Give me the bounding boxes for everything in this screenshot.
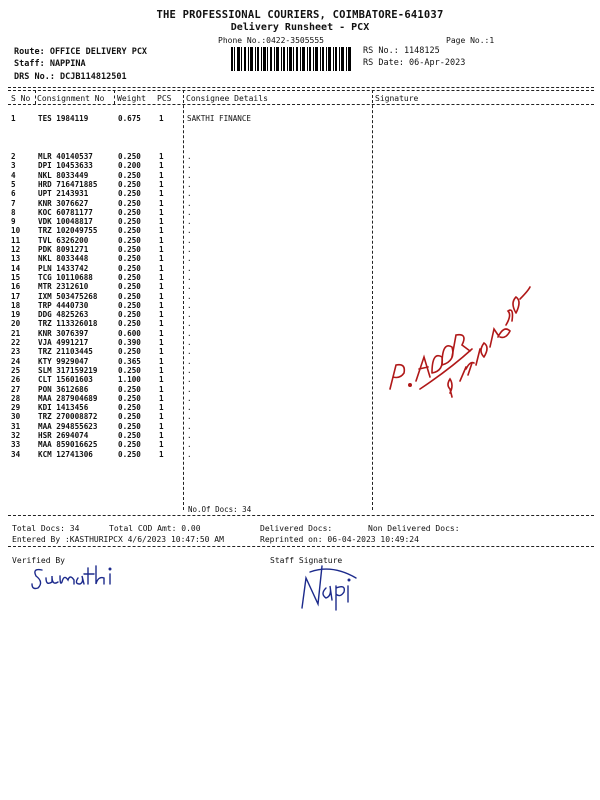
row-sno: 4 [11, 170, 16, 180]
row-consignment-no: SLM 317159219 [38, 365, 98, 375]
col-header-consignment: Consignment No [37, 94, 105, 103]
row-sno: 1 [11, 114, 16, 123]
table-row [0, 189, 600, 198]
row-weight: 0.250 [118, 431, 141, 440]
row-sno: 26 [11, 375, 21, 385]
row-pcs: 1 [159, 393, 164, 403]
row-weight: 0.250 [118, 254, 141, 264]
row-consignment-no: TES 1984119 [38, 114, 89, 123]
row-weight: 0.250 [118, 412, 141, 422]
header-bottom-rule [8, 104, 594, 105]
row-consignee-details: . [187, 421, 192, 431]
row-weight: 0.600 [118, 328, 141, 338]
row-sno: 8 [11, 207, 16, 217]
row-consignment-no: NKL 8033449 [38, 170, 89, 180]
row-weight: 0.250 [118, 263, 141, 273]
row-sno: 12 [11, 245, 21, 254]
row-consignment-no: DDG 4825263 [38, 310, 89, 320]
table-bottom-rule [8, 515, 594, 516]
route-label: Route: OFFICE DELIVERY PCX [14, 47, 148, 57]
row-consignment-no: KNR 3076397 [38, 328, 89, 338]
row-sno: 9 [11, 217, 16, 227]
row-consignee-details: . [187, 226, 192, 236]
table-row [0, 412, 600, 421]
row-pcs: 1 [159, 272, 164, 282]
row-consignee-details: . [187, 179, 192, 189]
table-row [0, 450, 600, 459]
row-weight: 0.250 [118, 207, 141, 217]
row-consignee-details: . [187, 161, 192, 171]
row-consignment-no: KDI 1413456 [38, 403, 89, 413]
row-weight: 0.250 [118, 291, 141, 301]
row-pcs: 1 [159, 365, 164, 375]
row-consignee-details: . [187, 198, 192, 208]
row-consignment-no: MAA 859016625 [38, 440, 98, 450]
row-consignment-no: HRD 716471885 [38, 179, 98, 189]
non-delivered-docs: Non Delivered Docs: [368, 524, 460, 533]
row-consignee-details: . [187, 449, 192, 459]
col-header-weight: Weight [117, 94, 146, 103]
row-pcs: 1 [159, 319, 164, 329]
row-consignee-details: . [187, 431, 192, 440]
row-weight: 0.365 [118, 356, 141, 366]
entered-by: Entered By :KASTHURIPCX 4/6/2023 10:47:50 AM [12, 535, 224, 544]
row-consignee-details: . [187, 300, 192, 310]
row-pcs: 1 [159, 152, 164, 161]
row-consignee-details: . [187, 338, 192, 347]
row-sno: 6 [11, 189, 16, 199]
row-consignee-details: . [187, 245, 192, 254]
table-row [0, 264, 600, 273]
row-pcs: 1 [159, 310, 164, 320]
row-weight: 0.250 [118, 300, 141, 310]
row-weight: 0.250 [118, 347, 141, 357]
company-title: THE PROFESSIONAL COURIERS, COIMBATORE-641037 [156, 9, 444, 21]
row-pcs: 1 [159, 263, 164, 273]
row-pcs: 1 [159, 375, 164, 385]
row-consignment-no: KTY 9929047 [38, 356, 89, 366]
col-header-details: Consignee Details [186, 94, 268, 103]
row-consignment-no: KNR 3076627 [38, 198, 89, 208]
table-row [0, 245, 600, 254]
row-consignee-details: SAKTHI FINANCE [187, 114, 252, 123]
row-sno: 16 [11, 282, 21, 292]
row-sno: 24 [11, 356, 21, 366]
row-weight: 0.250 [118, 449, 141, 459]
row-consignee-details: . [187, 217, 192, 227]
row-sno: 33 [11, 440, 21, 450]
row-weight: 0.250 [118, 365, 141, 375]
row-weight: 0.250 [118, 198, 141, 208]
row-sno: 15 [11, 272, 21, 282]
row-sno: 32 [11, 431, 21, 440]
row-consignee-details: . [187, 356, 192, 366]
row-pcs: 1 [159, 198, 164, 208]
row-pcs: 1 [159, 217, 164, 227]
row-sno: 28 [11, 393, 21, 403]
row-sno: 5 [11, 179, 16, 189]
row-weight: 0.250 [118, 310, 141, 320]
page-number: Page No.:1 [446, 36, 495, 45]
row-weight: 0.250 [118, 217, 141, 227]
row-weight: 0.250 [118, 393, 141, 403]
header-top-rule [8, 87, 594, 88]
row-sno: 3 [11, 161, 16, 171]
row-pcs: 1 [159, 328, 164, 338]
row-consignment-no: UPT 2143931 [38, 189, 89, 199]
row-pcs: 1 [159, 431, 164, 440]
total-docs: Total Docs: 34 [12, 524, 80, 533]
row-pcs: 1 [159, 347, 164, 357]
row-consignee-details: . [187, 440, 192, 450]
table-row [0, 152, 600, 161]
row-sno: 25 [11, 365, 21, 375]
row-weight: 0.250 [118, 272, 141, 282]
row-consignee-details: . [187, 254, 192, 264]
row-consignee-details: . [187, 365, 192, 375]
row-pcs: 1 [159, 449, 164, 459]
row-sno: 29 [11, 403, 21, 413]
row-consignee-details: . [187, 170, 192, 180]
row-sno: 19 [11, 310, 21, 320]
row-weight: 0.250 [118, 226, 141, 236]
row-consignee-details: . [187, 272, 192, 282]
footer-rule [8, 546, 594, 547]
row-sno: 20 [11, 319, 21, 329]
row-sno: 10 [11, 226, 21, 236]
row-sno: 7 [11, 198, 16, 208]
row-consignment-no: VJA 4991217 [38, 338, 89, 347]
row-pcs: 1 [159, 254, 164, 264]
row-consignee-details: . [187, 384, 192, 394]
row-consignee-details: . [187, 393, 192, 403]
row-weight: 0.250 [118, 403, 141, 413]
row-weight: 1.100 [118, 375, 141, 385]
row-consignee-details: . [187, 375, 192, 385]
row-sno: 30 [11, 412, 21, 422]
barcode-icon [231, 47, 351, 71]
drs-number: DRS No.: DCJB114812501 [14, 72, 127, 82]
table-row [0, 199, 600, 208]
header-top-rule-2 [8, 90, 594, 91]
row-sno: 27 [11, 384, 21, 394]
row-consignment-no: CLT 15601603 [38, 375, 93, 385]
row-weight: 0.390 [118, 338, 141, 347]
row-consignment-no: PLN 1433742 [38, 263, 89, 273]
row-sno: 31 [11, 421, 21, 431]
row-pcs: 1 [159, 179, 164, 189]
table-row [0, 217, 600, 226]
col-header-signature: Signature [375, 94, 419, 103]
row-consignee-details: . [187, 235, 192, 245]
delivered-docs: Delivered Docs: [260, 524, 333, 533]
row-consignment-no: MLR 40140537 [38, 152, 93, 161]
row-pcs: 1 [159, 114, 164, 123]
row-weight: 0.250 [118, 245, 141, 254]
row-sno: 21 [11, 328, 21, 338]
table-row [0, 273, 600, 282]
row-consignee-details: . [187, 403, 192, 413]
table-row [0, 236, 600, 245]
verified-by-label: Verified By [12, 556, 65, 565]
row-consignee-details: . [187, 319, 192, 329]
table-row [0, 171, 600, 180]
row-consignee-details: . [187, 282, 192, 292]
row-consignee-details: . [187, 291, 192, 301]
row-consignment-no: IXM 503475268 [38, 291, 98, 301]
row-weight: 0.250 [118, 189, 141, 199]
row-weight: 0.250 [118, 152, 141, 161]
total-cod-amount: Total COD Amt: 0.00 [109, 524, 201, 533]
row-consignment-no: MAA 287904689 [38, 393, 98, 403]
row-consignee-details: . [187, 152, 192, 161]
staff-label: Staff: NAPPINA [14, 59, 86, 69]
row-consignment-no: MTR 2312610 [38, 282, 89, 292]
row-consignee-details: . [187, 412, 192, 422]
row-weight: 0.675 [118, 114, 141, 123]
row-weight: 0.250 [118, 282, 141, 292]
row-sno: 2 [11, 152, 16, 161]
row-consignment-no: TRZ 113326018 [38, 319, 98, 329]
row-weight: 0.200 [118, 161, 141, 171]
row-pcs: 1 [159, 291, 164, 301]
table-row [0, 440, 600, 449]
row-sno: 18 [11, 300, 21, 310]
row-consignment-no: PDK 8091271 [38, 245, 89, 254]
row-sno: 22 [11, 338, 21, 347]
row-consignment-no: TRZ 102049755 [38, 226, 98, 236]
row-consignment-no: TRP 4440730 [38, 300, 89, 310]
row-consignment-no: PON 3612686 [38, 384, 89, 394]
handwritten-phone-annotation [380, 285, 540, 405]
row-weight: 0.250 [118, 179, 141, 189]
row-consignment-no: TCG 10110688 [38, 272, 93, 282]
row-pcs: 1 [159, 207, 164, 217]
row-consignment-no: TVL 6326200 [38, 235, 89, 245]
row-pcs: 1 [159, 161, 164, 171]
table-row [0, 226, 600, 235]
row-consignee-details: . [187, 189, 192, 199]
row-weight: 0.250 [118, 440, 141, 450]
row-consignment-no: MAA 294855623 [38, 421, 98, 431]
col-divider-consignment [114, 90, 115, 104]
row-sno: 17 [11, 291, 21, 301]
row-pcs: 1 [159, 384, 164, 394]
table-row [0, 161, 600, 170]
row-weight: 0.250 [118, 421, 141, 431]
row-pcs: 1 [159, 403, 164, 413]
staff-signature [296, 558, 366, 614]
row-pcs: 1 [159, 440, 164, 450]
table-row [0, 431, 600, 440]
document-title: Delivery Runsheet - PCX [230, 22, 370, 33]
table-row [0, 180, 600, 189]
row-consignee-details: . [187, 263, 192, 273]
row-consignee-details: . [187, 207, 192, 217]
row-pcs: 1 [159, 412, 164, 422]
row-weight: 0.250 [118, 170, 141, 180]
row-sno: 14 [11, 263, 21, 273]
phone-number: Phone No.:0422-3505555 [218, 36, 324, 45]
row-sno: 34 [11, 449, 21, 459]
row-weight: 0.250 [118, 384, 141, 394]
row-pcs: 1 [159, 421, 164, 431]
row-pcs: 1 [159, 282, 164, 292]
row-pcs: 1 [159, 338, 164, 347]
reprinted-on: Reprinted on: 06-04-2023 10:49:24 [260, 535, 419, 544]
row-pcs: 1 [159, 226, 164, 236]
row-pcs: 1 [159, 189, 164, 199]
row-consignment-no: NKL 8033448 [38, 254, 89, 264]
row-pcs: 1 [159, 235, 164, 245]
row-sno: 13 [11, 254, 21, 264]
row-consignment-no: HSR 2694074 [38, 431, 89, 440]
staff-signature-label: Staff Signature [270, 556, 343, 565]
row-sno: 23 [11, 347, 21, 357]
verified-by-signature [28, 560, 128, 594]
table-row [0, 208, 600, 217]
no-of-docs: No.Of Docs: 34 [188, 505, 252, 514]
row-consignment-no: TRZ 270008872 [38, 412, 98, 422]
table-row [0, 114, 600, 123]
col-header-sno: S No [11, 94, 31, 103]
row-consignment-no: KCM 12741306 [38, 449, 93, 459]
col-divider-sno [35, 90, 36, 104]
row-consignee-details: . [187, 328, 192, 338]
row-weight: 0.250 [118, 235, 141, 245]
table-row [0, 422, 600, 431]
row-pcs: 1 [159, 300, 164, 310]
row-consignment-no: TRZ 21103445 [38, 347, 93, 357]
row-consignment-no: KOC 60781177 [38, 207, 93, 217]
rs-date: RS Date: 06-Apr-2023 [363, 58, 466, 68]
table-row [0, 254, 600, 263]
row-consignment-no: VDK 10048817 [38, 217, 93, 227]
row-sno: 11 [11, 235, 21, 245]
row-consignee-details: . [187, 347, 192, 357]
col-header-pcs: PCS [157, 94, 172, 103]
row-consignee-details: . [187, 310, 192, 320]
row-pcs: 1 [159, 170, 164, 180]
row-weight: 0.250 [118, 319, 141, 329]
row-pcs: 1 [159, 356, 164, 366]
rs-number: RS No.: 1148125 [363, 46, 440, 56]
row-consignment-no: DPI 10453633 [38, 161, 93, 171]
row-pcs: 1 [159, 245, 164, 254]
